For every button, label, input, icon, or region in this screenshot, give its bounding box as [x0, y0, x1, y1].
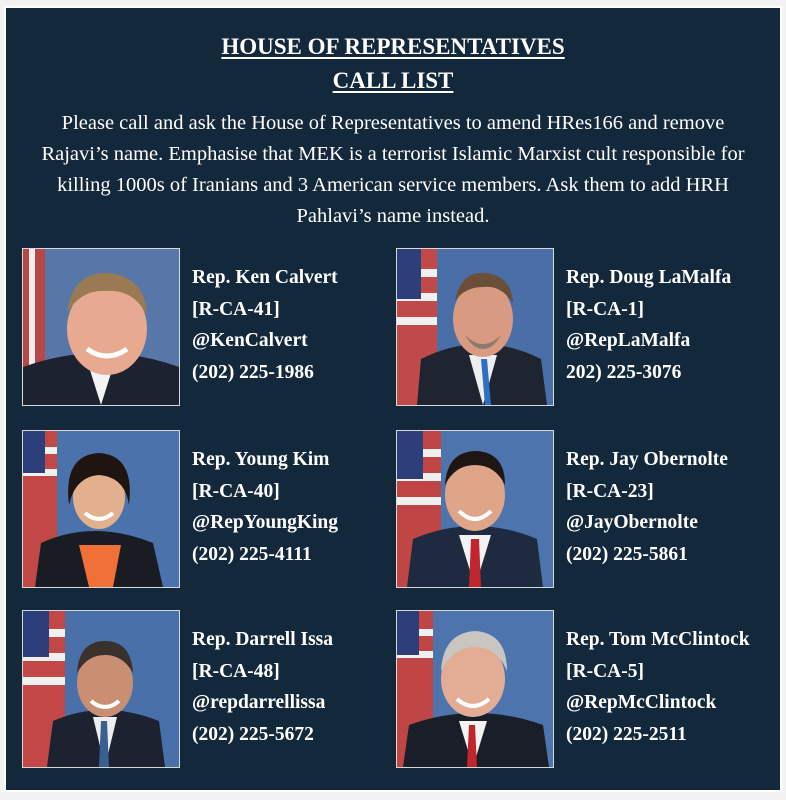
rep-portrait — [22, 248, 180, 406]
rep-portrait — [22, 610, 180, 768]
rep-phone: 202) 225-3076 — [566, 361, 682, 383]
call-list-poster — [4, 6, 782, 792]
rep-info — [566, 624, 750, 750]
portrait-image — [397, 431, 553, 587]
rep-handle: @JayObernolte — [566, 512, 698, 533]
rep-name: Rep. Darrell Issa — [192, 629, 334, 650]
rep-card-mcclintock — [396, 610, 756, 770]
rep-card-lamalfa — [396, 248, 756, 408]
rep-card-kim — [22, 430, 382, 590]
rep-card-obernolte — [396, 430, 756, 590]
rep-portrait — [22, 430, 180, 588]
rep-card-issa — [22, 610, 382, 770]
rep-phone: (202) 225-4111 — [192, 543, 312, 565]
portrait-image — [397, 611, 553, 767]
rep-handle: @repdarrellissa — [192, 692, 326, 713]
rep-district: [R-CA-40] — [192, 480, 280, 502]
rep-district: [R-CA-5] — [566, 660, 644, 682]
rep-handle: @RepMcClintock — [566, 692, 717, 713]
poster-subtitle: CALL LIST — [332, 68, 454, 93]
rep-phone: (202) 225-5861 — [566, 543, 688, 565]
rep-name: Rep. Ken Calvert — [192, 267, 338, 288]
rep-name: Rep. Doug LaMalfa — [566, 267, 732, 288]
rep-name: Rep. Tom McClintock — [566, 629, 750, 650]
rep-district: [R-CA-23] — [566, 480, 654, 502]
portrait-image — [23, 249, 179, 405]
rep-handle: @KenCalvert — [192, 330, 308, 351]
poster-title: HOUSE OF REPRESENTATIVES — [221, 34, 565, 59]
rep-info — [566, 444, 728, 570]
rep-phone: (202) 225-5672 — [192, 723, 314, 745]
rep-portrait — [396, 248, 554, 406]
rep-info — [192, 262, 338, 388]
intro-text: Please call and ask the House of Representatives to amend HRes166 and remove Rajavi’s name. Emphasise that MEK is a terrorist Islamic Marxist cult responsible for killing 1000s of Iranians and 3 American service members. Ask them to add HRH Pahlavi’s name instead. — [41, 112, 745, 227]
rep-district: [R-CA-1] — [566, 298, 644, 320]
rep-district: [R-CA-48] — [192, 660, 280, 682]
rep-name: Rep. Young Kim — [192, 449, 330, 470]
portrait-image — [23, 431, 179, 587]
portrait-image — [397, 249, 553, 405]
rep-portrait — [396, 430, 554, 588]
rep-portrait — [396, 610, 554, 768]
rep-card-calvert — [22, 248, 382, 408]
rep-phone: (202) 225-2511 — [566, 723, 687, 745]
rep-handle: @RepYoungKing — [192, 512, 339, 533]
rep-handle: @RepLaMalfa — [566, 330, 691, 351]
rep-info — [192, 444, 338, 570]
rep-district: [R-CA-41] — [192, 298, 280, 320]
rep-info — [566, 262, 731, 388]
rep-name: Rep. Jay Obernolte — [566, 449, 728, 470]
portrait-image — [23, 611, 179, 767]
rep-info — [192, 624, 333, 750]
rep-phone: (202) 225-1986 — [192, 361, 314, 383]
